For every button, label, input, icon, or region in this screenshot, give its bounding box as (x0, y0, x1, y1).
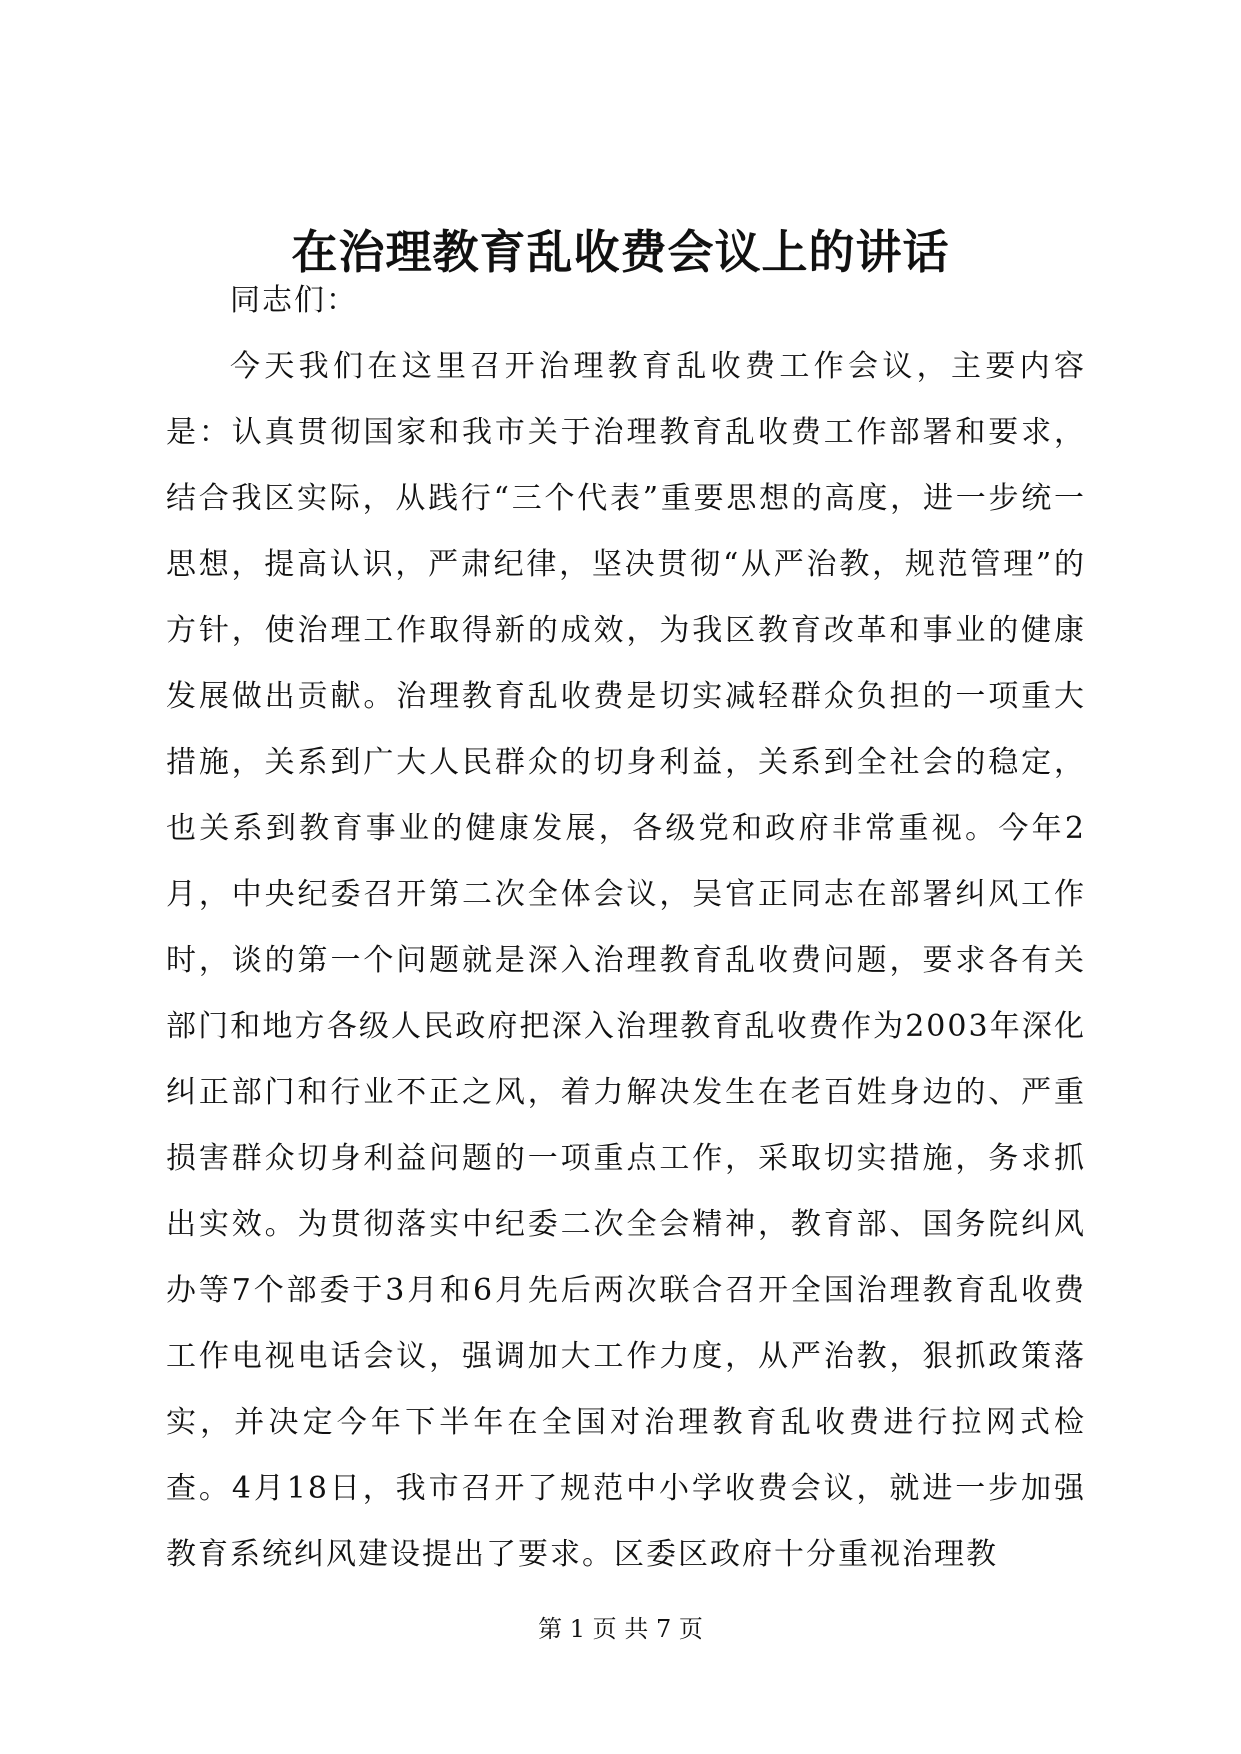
page-number-footer: 第 1 页 共 7 页 (538, 1615, 703, 1643)
document-body (166, 268, 1086, 1588)
body-paragraph: 今天我们在这里召开治理教育乱收费工作会议，主要内容是：认真贯彻国家和我市关于治理教育乱收费工作部署和要求，结合我区实际，从践行“三个代表”重要思想的高度，进一步统一思想，提高认识，严肃纪律，坚决贯彻“从严治教，规范管理”的方针，使治理工作取得新的成效，为我区教育改革和事业的健康发展做出贡献。治理教育乱收费是切实减轻群众负担的一项重大措施，关系到广大人民群众的切身利益，关系到全社会的稳定，也关系到教育事业的健康发展，各级党和政府非常重视。今年2月，中央纪委召开第二次全体会议，吴官正同志在部署纠风工作时，谈的第一个问题就是深入治理教育乱收费问题，要求各有关部门和地方各级人民政府把深入治理教育乱收费作为2003年深化纠正部门和行业不正之风，着力解决发生在老百姓身边的、严重损害群众切身利益问题的一项重点工作，采取切实措施，务求抓出实效。为贯彻落实中纪委二次全会精神，教育部、国务院纠风办等7个部委于3月和6月先后两次联合召开全国治理教育乱收费工作电视电话会议，强调加大工作力度，从严治教，狠抓政策落实，并决定今年下半年在全国对治理教育乱收费进行拉网式检查。4月18日，我市召开了规范中小学收费会议，就进一步加强教育系统纠风建设提出了要求。区委区政府十分重视治理教 (166, 349, 1086, 1572)
salutation: 同志们： (230, 283, 358, 318)
document-title: 在治理教育乱收费会议上的讲话 (291, 225, 950, 279)
